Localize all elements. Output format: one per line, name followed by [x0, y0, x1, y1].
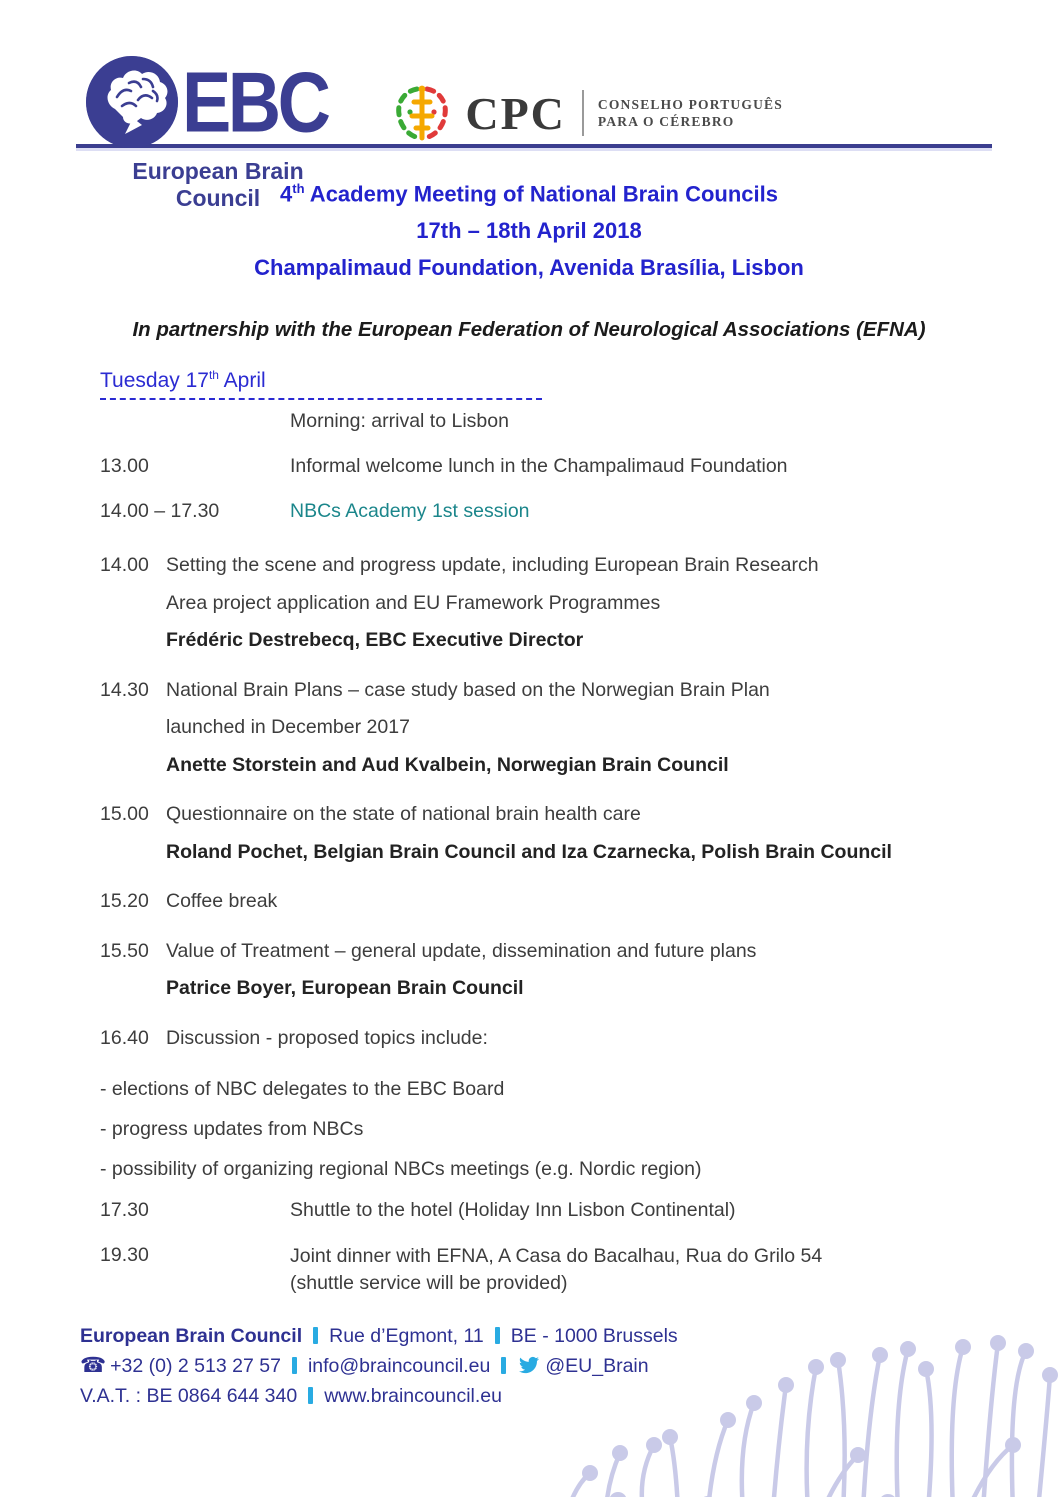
schedule-item-1550 — [100, 933, 998, 1008]
ebc-brain-icon — [86, 56, 178, 148]
event-text: Setting the scene and progress update, including European Brain Research — [166, 554, 819, 577]
page-title: 4th Academy Meeting of National Brain Councils — [279, 181, 778, 207]
footer-website-link[interactable]: www.braincouncil.eu — [324, 1385, 502, 1408]
footer — [80, 1321, 1058, 1411]
separator-bar — [308, 1387, 313, 1404]
event-text: Morning: arrival to Lisbon — [290, 410, 509, 433]
schedule-row-morning — [100, 409, 998, 433]
time-cell: 13.00 — [100, 455, 149, 478]
cpc-acronym: CPC — [465, 87, 566, 139]
event-text: Informal welcome lunch in the Champalimaud Foundation — [290, 455, 788, 478]
time-cell: 15.20 — [100, 890, 149, 913]
event-text: (shuttle service will be provided) — [290, 1272, 568, 1295]
ebc-acronym: EBC — [182, 54, 328, 150]
cpc-tagline — [598, 96, 783, 130]
footer-line-vat — [80, 1381, 1058, 1411]
discussion-topic: - progress updates from NBCs — [100, 1118, 364, 1141]
time-cell: 17.30 — [100, 1199, 149, 1222]
footer-street: Rue d’Egmont, 11 — [329, 1325, 484, 1348]
separator-bar — [501, 1357, 506, 1374]
session-title: NBCs Academy 1st session — [290, 500, 530, 523]
schedule-item-1400 — [100, 547, 998, 660]
speaker-line: Roland Pochet, Belgian Brain Council and Iza Czarnecka, Polish Brain Council — [166, 840, 892, 863]
speaker-line: Frédéric Destrebecq, EBC Executive Director — [166, 629, 584, 652]
speaker-line: Patrice Boyer, European Brain Council — [166, 977, 524, 1000]
separator-bar — [313, 1327, 318, 1344]
cpc-logo — [393, 82, 783, 144]
cpc-brain-icon — [393, 82, 451, 144]
time-cell: 15.50 — [100, 939, 149, 962]
footer-line-address — [80, 1321, 1058, 1351]
time-cell: 19.30 — [100, 1244, 149, 1267]
footer-vat: V.A.T. : BE 0864 644 340 — [80, 1385, 298, 1408]
event-text: launched in December 2017 — [166, 716, 410, 739]
cpc-tagline-line1: CONSELHO PORTUGUÊS — [597, 97, 783, 112]
twitter-icon — [517, 1355, 545, 1377]
date-line: 17th – 18th April 2018 — [416, 218, 642, 244]
schedule-item-1430 — [100, 672, 998, 785]
time-cell: 16.40 — [100, 1026, 149, 1049]
cpc-divider — [582, 90, 584, 136]
discussion-topics — [100, 1069, 998, 1189]
event-text: Shuttle to the hotel (Holiday Inn Lisbon Continental) — [290, 1199, 736, 1222]
event-text: Discussion - proposed topics include: — [166, 1026, 488, 1049]
schedule-row-session — [100, 499, 998, 523]
time-cell: 14.00 — [100, 554, 149, 577]
venue-line: Champalimaud Foundation, Avenida Brasília, Lisbon — [254, 255, 804, 281]
schedule — [0, 400, 1058, 1297]
event-text: Value of Treatment – general update, dissemination and future plans — [166, 939, 757, 962]
footer-org-name: European Brain Council — [80, 1325, 303, 1348]
discussion-topic: - elections of NBC delegates to the EBC Board — [100, 1078, 505, 1101]
event-text: Coffee break — [166, 890, 278, 913]
footer-email-link[interactable]: info@braincouncil.eu — [307, 1355, 491, 1378]
event-text: Area project application and EU Framework Programmes — [166, 591, 661, 614]
event-text: Joint dinner with EFNA, A Casa do Bacalhau, Rua do Grilo 54 — [290, 1245, 823, 1268]
time-cell: 15.00 — [100, 803, 149, 826]
schedule-item-1500 — [100, 796, 998, 871]
cpc-tagline-line2: PARA O CÉREBRO — [597, 114, 735, 129]
speaker-line: Anette Storstein and Aud Kvalbein, Norwegian Brain Council — [166, 753, 729, 776]
day-header: Tuesday 17th April — [100, 368, 542, 400]
time-cell — [100, 409, 290, 433]
event-text: National Brain Plans – case study based on the Norwegian Brain Plan — [166, 678, 770, 701]
separator-bar — [292, 1357, 297, 1374]
footer-twitter-link[interactable]: @EU_Brain — [545, 1355, 649, 1378]
ebc-name: European Brain Council — [132, 158, 304, 211]
event-text: Questionnaire on the state of national brain health care — [166, 803, 641, 826]
schedule-row-lunch — [100, 454, 998, 478]
partnership-line: In partnership with the European Federation of Neurological Associations (EFNA) — [132, 318, 926, 342]
time-cell: 14.00 – 17.30 — [100, 500, 220, 523]
discussion-topic: - possibility of organizing regional NBCs meetings (e.g. Nordic region) — [100, 1158, 702, 1181]
schedule-row-shuttle — [100, 1198, 998, 1222]
phone-icon: ☎ — [80, 1354, 107, 1378]
separator-bar — [495, 1327, 500, 1344]
schedule-item-1640 — [100, 1020, 998, 1058]
schedule-row-dinner — [100, 1243, 998, 1297]
time-cell: 14.30 — [100, 678, 149, 701]
footer-line-contact — [80, 1351, 1058, 1381]
footer-city: BE - 1000 Brussels — [510, 1325, 678, 1348]
schedule-item-1520 — [100, 883, 998, 921]
footer-phone: +32 (0) 2 513 27 57 — [110, 1355, 281, 1378]
